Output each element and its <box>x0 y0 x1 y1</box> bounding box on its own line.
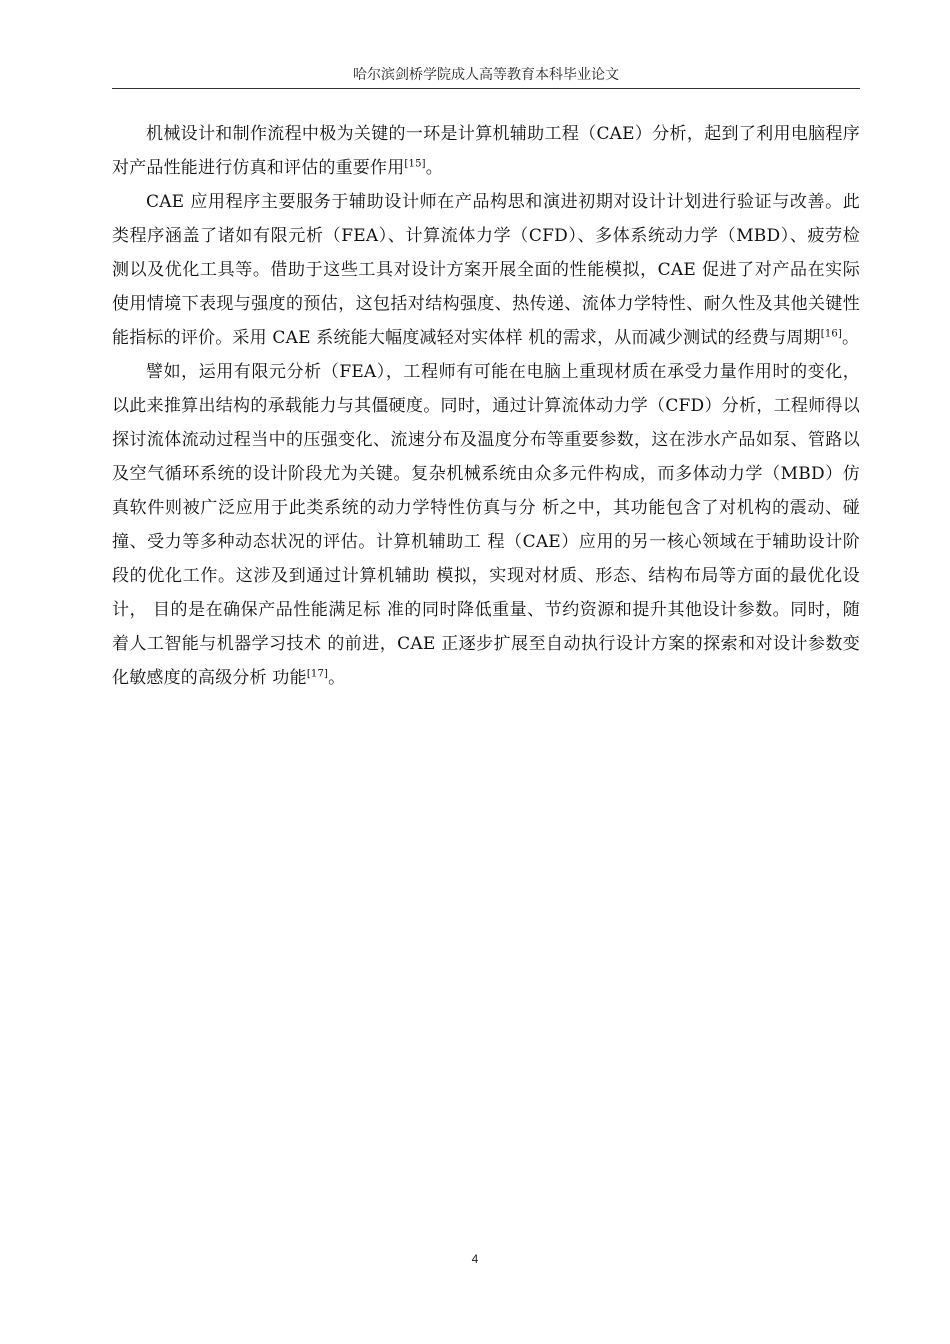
page-number: 4 <box>471 1252 479 1266</box>
paragraph-text: CAE 应用程序主要服务于辅助设计师在产品构思和演进初期对设计计划进行验证与改善。此类程序涵盖了诸如有限元析（FEA）、计算流体力学（CFD）、多体系统动力学（MBD）、疲劳检测以及优化工具等。借助于这些工具对设计方案开展全面的性能模拟，CAE 促进了对产品在实际使用情境下表现与强度的预估，这包括对结构强度、热传递、流体力学特性、耐久性及其他关键性能指标的评价。采用 CAE 系统能大幅度减轻对实体样 机的需求，从而减少测试的经费与周期 <box>112 192 860 348</box>
paragraph-end: 。 <box>842 328 860 348</box>
page-header: 哈尔滨剑桥学院成人高等教育本科毕业论文 <box>353 67 619 83</box>
citation-17: [17] <box>306 668 329 680</box>
paragraph-text: 机械设计和制作流程中极为关键的一环是计算机辅助工程（CAE）分析，起到了利用电脑程序对产品性能进行仿真和评估的重要作用 <box>112 124 860 178</box>
paragraph-cae-examples <box>112 355 860 695</box>
paragraph-cae-applications <box>112 185 860 355</box>
header-divider <box>112 88 860 89</box>
citation-15: [15] <box>404 158 426 170</box>
paragraph-end: 。 <box>425 158 443 178</box>
paragraph-end: 。 <box>328 668 346 688</box>
citation-16: [16] <box>820 328 843 340</box>
body-text <box>112 117 860 695</box>
paragraph-cae-definition <box>112 117 860 185</box>
paragraph-text: 譬如，运用有限元分析（FEA），工程师有可能在电脑上重现材质在承受力量作用时的变化，以此来推算出结构的承载能力与其僵硬度。同时，通过计算流体动力学（CFD）分析，工程师得以探讨流体流动过程当中的压强变化、流速分布及温度分布等重要参数，这在涉水产品如泵、管路以及空气循环系统的设计阶段尤为关键。复杂机械系统由众多元件构成，而多体动力学（MBD）仿真软件则被广泛应用于此类系统的动力学特性仿真与分 析之中，其功能包含了对机构的震动、碰撞、受力等多种动态状况的评估。计算机辅助工 程（CAE）应用的另一核心领域在于辅助设计阶段的优化工作。这涉及到通过计算机辅助 模拟，实现对材质、形态、结构布局等方面的最优化设计， 目的是在确保产品性能满足标 准的同时降低重量、节约资源和提升其他设计参数。同时，随着人工智能与机器学习技术 的前进，CAE 正逐步扩展至自动执行设计方案的探索和对设计参数变化敏感度的高级分析 功能 <box>112 362 860 688</box>
